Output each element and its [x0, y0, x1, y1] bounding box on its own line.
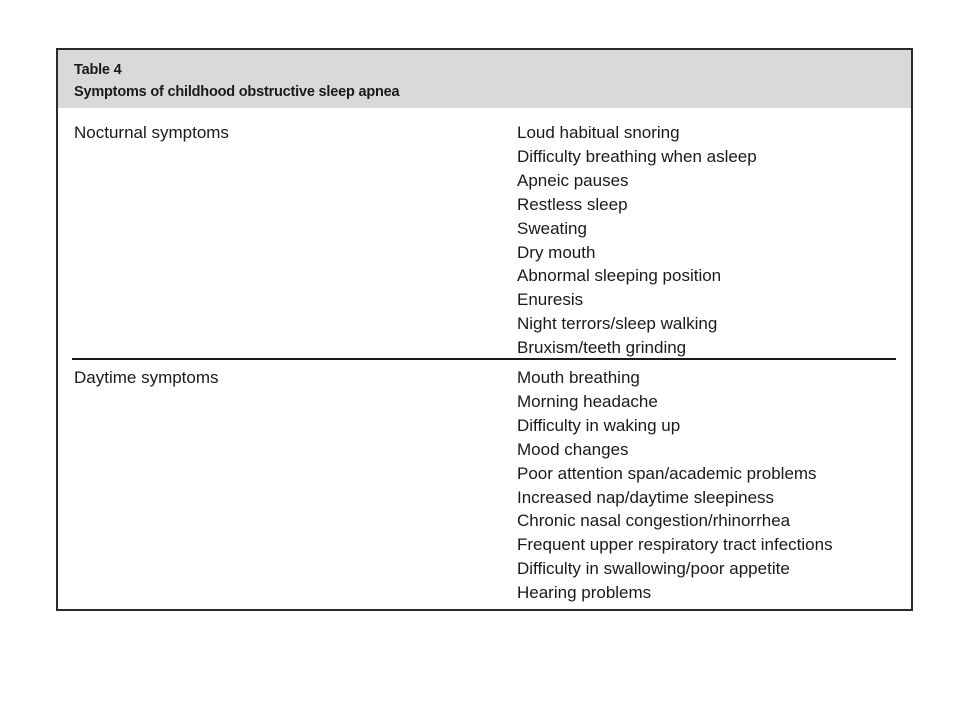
list-item: Apneic pauses [517, 170, 629, 190]
list-item: Difficulty in swallowing/poor appetite [517, 559, 790, 579]
list-item: Increased nap/daytime sleepiness [517, 487, 775, 507]
list-item: Enuresis [517, 290, 584, 310]
list-item: Poor attention span/academic problems [517, 463, 817, 483]
list-item: Difficulty in waking up [517, 415, 681, 435]
table-number: Table 4 [74, 62, 122, 78]
list-item: Loud habitual snoring [517, 123, 680, 142]
list-item: Hearing problems [517, 583, 652, 603]
list-item: Mood changes [517, 439, 629, 459]
nocturnal-symptom-list [517, 121, 757, 360]
list-item: Morning headache [517, 391, 658, 411]
table-caption: Symptoms of childhood obstructive sleep apnea [74, 84, 400, 100]
list-item: Sweating [517, 218, 587, 238]
list-item: Restless sleep [517, 194, 628, 214]
daytime-symptom-list [517, 366, 833, 605]
list-item: Chronic nasal congestion/rhinorrhea [517, 511, 791, 531]
list-item: Dry mouth [517, 242, 596, 262]
list-item: Abnormal sleeping position [517, 266, 722, 286]
list-item: Night terrors/sleep walking [517, 314, 718, 334]
section-label-daytime: Daytime symptoms [74, 368, 219, 387]
list-item: Mouth breathing [517, 368, 640, 387]
list-item: Frequent upper respiratory tract infections [517, 535, 833, 555]
list-item: Difficulty breathing when asleep [517, 146, 757, 166]
table-header [58, 50, 911, 108]
section-label-nocturnal: Nocturnal symptoms [74, 123, 229, 142]
list-item: Bruxism/teeth grinding [517, 338, 687, 358]
section-divider [72, 358, 896, 360]
symptoms-table [56, 48, 913, 611]
